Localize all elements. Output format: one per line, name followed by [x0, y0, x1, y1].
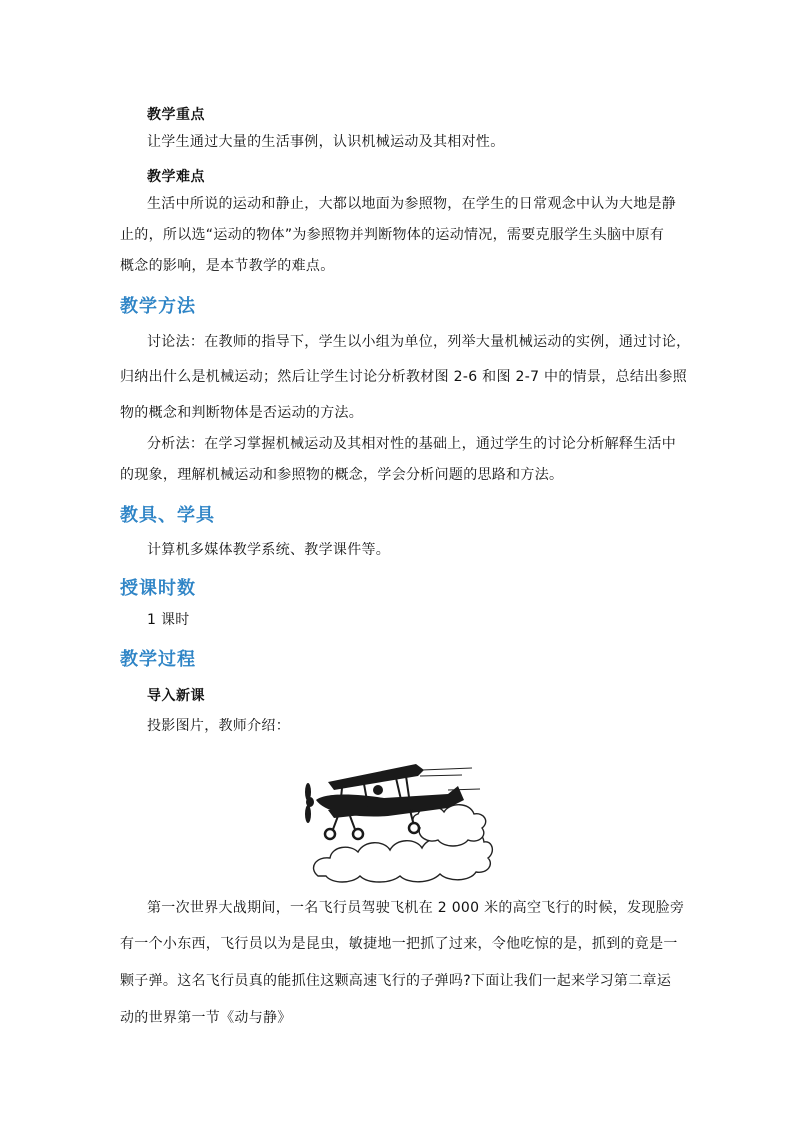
tools-heading: 教具、学具 — [120, 505, 215, 526]
analysis-line-1: 分析法：在学习掌握机械运动及其相对性的基础上，通过学生的讨论分析解释生活中 — [147, 436, 677, 452]
methods-heading: 教学方法 — [120, 296, 196, 317]
difficulty-line-1: 生活中所说的运动和静止，大都以地面为参照物，在学生的日常观念中认为大地是静 — [147, 196, 677, 212]
biplane-illustration — [298, 756, 496, 884]
hours-heading: 授课时数 — [120, 578, 196, 599]
key-points-heading: 教学重点 — [147, 107, 205, 123]
wheels — [325, 823, 419, 839]
story-line-4: 动的世界第一节《动与静》 — [120, 1010, 292, 1026]
hours-text: 1 课时 — [147, 612, 190, 628]
discussion-line-1: 讨论法：在教师的指导下，学生以小组为单位，列举大量机械运动的实例，通过讨论， — [147, 334, 691, 350]
key-points-text: 让学生通过大量的生活事例，认识机械运动及其相对性。 — [147, 134, 505, 150]
story-line-1: 第一次世界大战期间，一名飞行员驾驶飞机在 2 000 米的高空飞行的时候，发现脸旁 — [147, 900, 685, 916]
difficulty-line-2: 止的，所以选“运动的物体”为参照物并判断物体的运动情况，需要克服学生头脑中原有 — [120, 227, 665, 243]
difficulty-heading: 教学难点 — [147, 169, 205, 185]
propeller-icon — [305, 783, 314, 823]
discussion-line-3: 物的概念和判断物体是否运动的方法。 — [120, 405, 364, 421]
pilot — [373, 785, 383, 795]
speed-lines — [420, 768, 480, 790]
story-line-2: 有一个小东西，飞行员以为是昆虫，敏捷地一把抓了过来，令他吃惊的是，抓到的竟是一 — [120, 936, 678, 952]
analysis-line-2: 的现象，理解机械运动和参照物的概念，学会分析问题的思路和方法。 — [120, 467, 564, 483]
story-line-3: 颗子弹。这名飞行员真的能抓住这颗高速飞行的子弹吗?下面让我们一起来学习第二章运 — [120, 973, 672, 989]
process-heading: 教学过程 — [120, 649, 196, 670]
intro-heading: 导入新课 — [147, 688, 205, 704]
discussion-line-2: 归纳出什么是机械运动；然后让学生讨论分析教材图 2-6 和图 2-7 中的情景，总结出参照 — [120, 369, 688, 385]
tools-text: 计算机多媒体教学系统、教学课件等。 — [147, 542, 391, 558]
difficulty-line-3: 概念的影响，是本节教学的难点。 — [120, 258, 335, 274]
intro-text: 投影图片，教师介绍： — [147, 718, 290, 734]
